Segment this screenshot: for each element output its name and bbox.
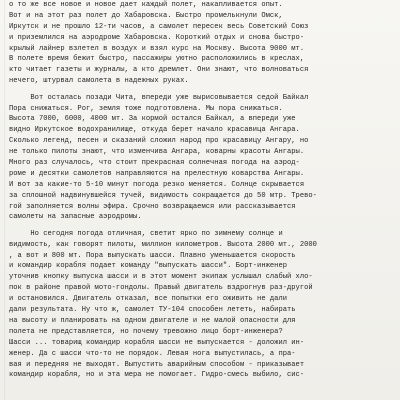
text-line: и остановился. Двигатель отказал, все попытки его оживить не дали bbox=[9, 295, 288, 304]
text-line: Вот осталась позади Чита, впереди уже вырисовывается седой Байкал bbox=[9, 93, 309, 102]
text-line: , а вот и 800 мт. Пора выпускать шасси. Плавно уменьшается скорость bbox=[9, 251, 296, 260]
text-line: Высота 7000, 6000, 4000 мт. За кормой остался Байкал, а впереди уже bbox=[9, 115, 296, 124]
text-line: видимость, как говорят пилоты, миллион километров. Высота 2000 мт., 2000 bbox=[9, 240, 317, 249]
text-line: вая и передняя не выходят. Выпустить аварийным способом - приказывает bbox=[9, 360, 305, 369]
text-line: И вот за какие-то 5-10 минут погода резко меняется. Солнце скрывается bbox=[9, 180, 305, 189]
paragraph bbox=[9, 0, 392, 87]
text-line: кто читает газеты и журналы, а кто дремлет. Они знают, что волноваться bbox=[9, 66, 309, 75]
text-line: Вот и на этот раз полет до Хабаровска. Быстро промелькнули Омск, bbox=[9, 11, 283, 20]
text-line: Много раз случалось, что стоит прекрасная солнечная погода на аэрод- bbox=[9, 158, 300, 167]
paragraph bbox=[9, 229, 392, 381]
page-margin bbox=[4, 0, 5, 400]
text-line: Но сегодня погода отличная, светит ярко по зимнему солнце и bbox=[9, 229, 283, 238]
text-line: нечего, штурвал самолета в надежных руках. bbox=[9, 77, 189, 86]
text-line: В полете время бежит быстро, пассажиры уютно расположились в креслах, bbox=[9, 55, 305, 64]
text-line: Сколько легенд, песен и сказаний сложил народ про красавицу Ангару, но bbox=[9, 137, 309, 146]
text-line: не только пилоты знают, что изменчива Ангара, коварны красоты Ангары. bbox=[9, 148, 305, 157]
text-line: гой заполняется волны эфира. Срочно возвращаемся или рассказывается bbox=[9, 202, 296, 211]
text-line: уточнив кнопку выпуска шасси и в этот момент экипаж услышал слабый хло- bbox=[9, 273, 313, 282]
text-line: на высоту и планировать на одном двигателе и не малой опасности для bbox=[9, 316, 296, 325]
text-line: Иркутск и не прошло 12-ти часов, а самолет пересек весь Советский Союз bbox=[9, 22, 309, 31]
paragraph bbox=[9, 93, 392, 224]
text-line: женер. Да с шасси что-то не порядок. Левая нога выпустилась, а пра- bbox=[9, 349, 296, 358]
text-line: крылый лайнер взлетел в воздух и взял курс на Москву. Высота 9000 мт. bbox=[9, 44, 305, 53]
text-line: за сплошной надвинувшейся тучей, видимость сокращается до 50 мтр. Трево- bbox=[9, 191, 317, 200]
text-line: Шасси ... товарищ командир корабля шасси не выпускается - доложил ин- bbox=[9, 338, 305, 347]
document-text bbox=[9, 0, 392, 381]
text-line: самолеты на запасные аэродромы. bbox=[9, 213, 142, 222]
text-line: и приземлился на аэродроме Хабаровска. Короткий отдых и снова быстро- bbox=[9, 33, 305, 42]
text-line: командир корабля, но и эта мера не помогает. Гидро-смесь выбило, сис- bbox=[9, 371, 305, 380]
text-line: пок в районе правой мото-гондолы. Правый двигатель вздрогнув раз-другой bbox=[9, 284, 313, 293]
text-line: роме и десятки самолетов направляются на прелестную коварства Ангары. bbox=[9, 169, 305, 178]
text-line: видно Иркутское водохранилище, откуда берет начало красавица Ангара. bbox=[9, 126, 300, 135]
text-line: о то же все новое и новое дает каждый полет, накапливается опыт. bbox=[9, 1, 283, 9]
text-line: дали результата. Ну что ж, самолет ТУ-104 способен лететь, набирать bbox=[9, 306, 296, 315]
text-line: полета не представляется, но почему тревожно лицо борт-инженера? bbox=[9, 327, 283, 336]
text-line: Пора снижаться. Рог, земля тоже подготовлена. Мы пора снижаться. bbox=[9, 104, 283, 113]
text-line: и командир корабля подает команду "выпускать шасси". Борт-инженер bbox=[9, 262, 288, 271]
